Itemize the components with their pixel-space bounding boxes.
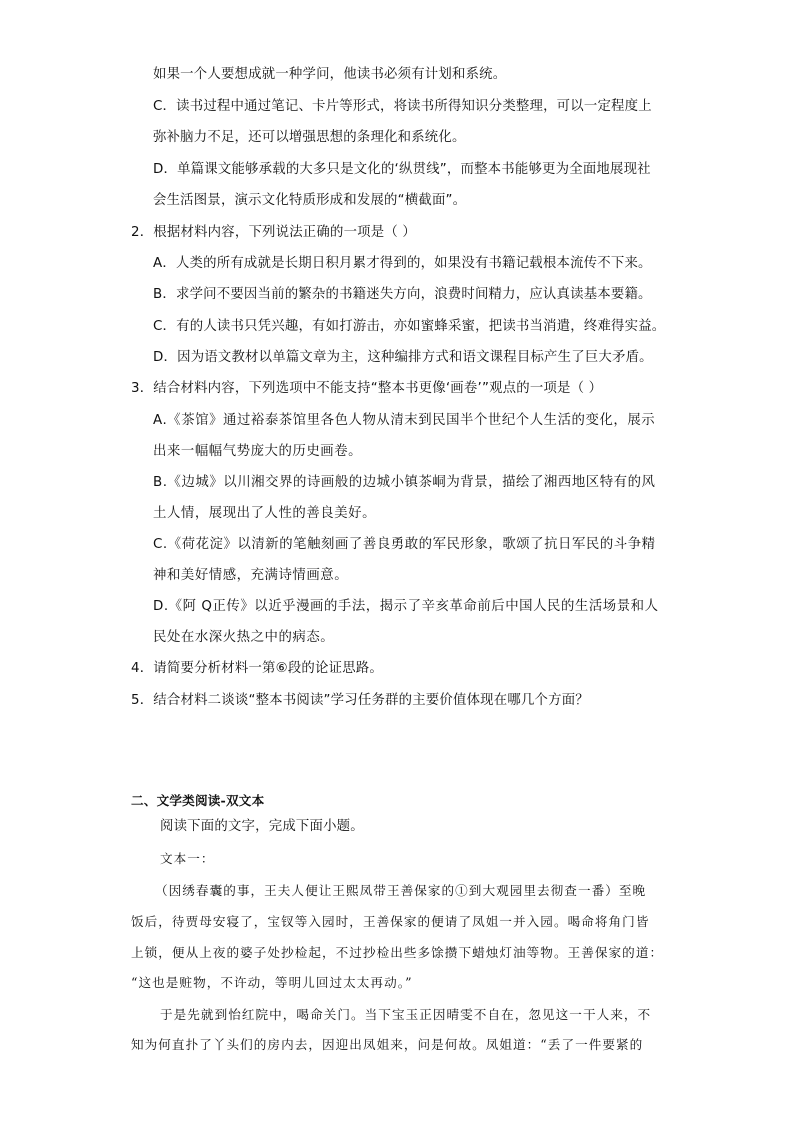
question-5: 5．结合材料二谈谈“整本书阅读”学习任务群的主要价值体现在哪几个方面？ [131, 693, 589, 708]
section-heading: 二、文学类阅读-双文本 [131, 793, 265, 808]
passage-line: 于是先就到怡红院中，喝命关门。当下宝玉正因晴雯不自在，忽见这一干人来，不 [160, 1007, 652, 1022]
question-2-stem: 2．根据材料内容，下列说法正确的一项是（ ） [131, 225, 416, 240]
option-c: C．有的人读书只凭兴趣，有如打游击，亦如蜜蜂采蜜，把读书当消遣，终难得实益。 [153, 319, 666, 334]
passage-line: “这也是赃物，不许动，等明儿回过太太再动。” [131, 975, 413, 990]
option-a: A．人类的所有成就是长期日积月累才得到的，如果没有书籍记载根本流传不下来。 [153, 256, 652, 271]
text-line: 出来一幅幅气势庞大的历史画卷。 [153, 444, 363, 459]
instruction-text: 阅读下面的文字，完成下面小题。 [160, 819, 364, 834]
text-line: 民处在水深火热之中的病态。 [153, 630, 335, 645]
passage-line: 知为何直扑了丫头们的房内去，因迎出凤姐来，问是何故。凤姐道：“丢了一件要紧的 [131, 1037, 644, 1052]
text-line: C．读书过程中通过笔记、卡片等形式，将读书所得知识分类整理，可以一定程度上 [153, 99, 652, 114]
option-c: C.《荷花淀》以清新的笔触刻画了善良勇敢的军民形象，歌颂了抗日军民的斗争精 [153, 537, 656, 552]
passage-line: 上锁，便从上夜的婆子处抄检起，不过抄检出些多馀攒下蜡烛灯油等物。王善保家的道： [131, 945, 664, 960]
option-b: B．求学问不要因当前的繁杂的书籍迷失方向，浪费时间精力，应认真读基本要籍。 [153, 287, 652, 302]
text-line: 土人情，展现出了人性的善良美好。 [153, 506, 377, 521]
question-3-stem: 3．结合材料内容，下列选项中不能支持“整本书更像‘画卷’”观点的一项是（ ） [131, 381, 603, 396]
option-d: D．因为语文教材以单篇文章为主，这种编排方式和语文课程目标产生了巨大矛盾。 [153, 350, 653, 365]
passage-line: 饭后，待贾母安寝了，宝钗等入园时，王善保家的便请了凤姐一并入园。喝命将角门皆 [131, 914, 650, 929]
option-b: B.《边城》以川湘交界的诗画般的边城小镇茶峒为背景，描绘了湘西地区特有的风 [153, 475, 656, 490]
option-a: A.《茶馆》通过裕泰茶馆里各色人物从清末到民国半个世纪个人生活的变化，展示 [153, 413, 656, 428]
text-one-label: 文本一： [160, 851, 215, 866]
text-line: 弥补脑力不足，还可以增强思想的条理化和系统化。 [153, 130, 466, 145]
text-line: 如果一个人要想成就一种学问，他读书必须有计划和系统。 [153, 67, 507, 82]
text-line: 会生活图景，演示文化特质形成和发展的“横截面”。 [153, 193, 467, 208]
question-4: 4．请简要分析材料一第⑥段的论证思路。 [131, 661, 383, 676]
option-d: D.《阿 Q正传》以近乎漫画的手法，揭示了辛亥革命前后中国人民的生活场景和人 [153, 599, 659, 614]
text-line: D．单篇课文能够承载的大多只是文化的‘纵贯线”，而整本书能够更为全面地展现社 [153, 162, 651, 177]
passage-line: （因绣春囊的事，王夫人便让王熙凤带王善保家的①到大观园里去彻查一番）至晚 [155, 883, 647, 898]
text-line: 神和美好情感，充满诗情画意。 [153, 568, 349, 583]
